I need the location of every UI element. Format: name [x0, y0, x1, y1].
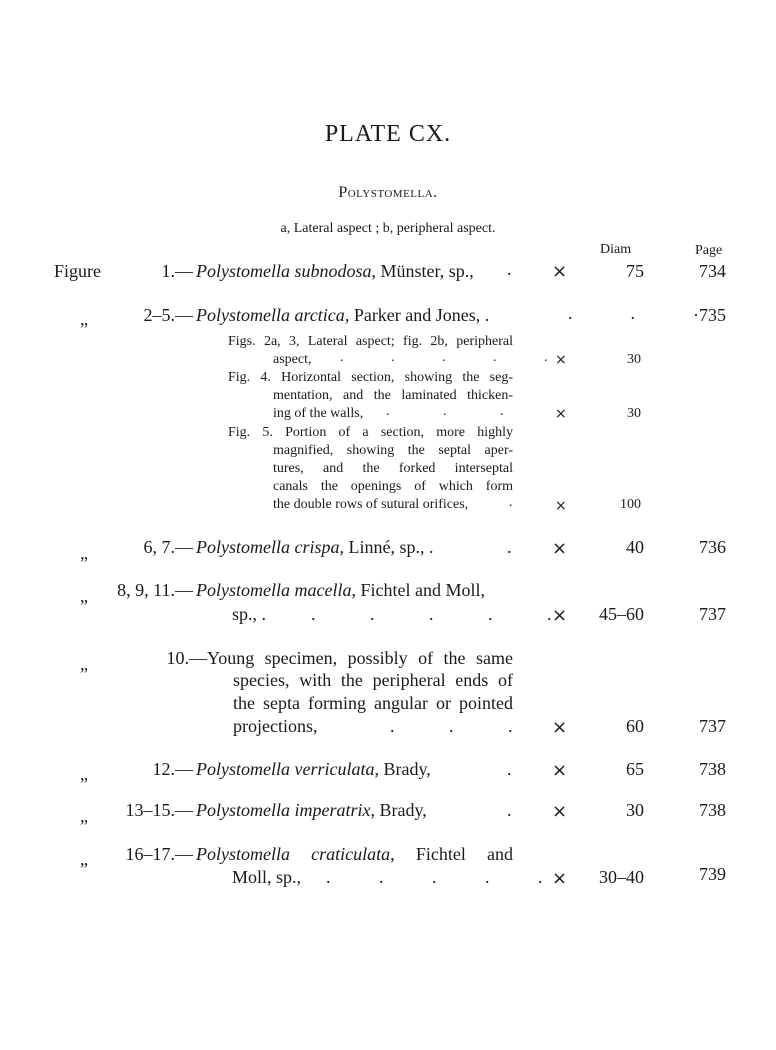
- entry-1-number: 1.—: [161, 261, 193, 281]
- entry-5-line-4: projections,: [233, 716, 318, 736]
- entry-8-page: 739: [699, 864, 726, 884]
- entry-4-leader: . . . . .: [311, 604, 552, 624]
- entry-7-authority: , Brady,: [370, 800, 427, 820]
- plate-title: PLATE CX.: [324, 121, 452, 147]
- entry-3-number: 6, 7.—: [143, 537, 193, 557]
- entry-5-line-1: Young specimen, possibly of the same: [207, 648, 513, 668]
- entry-4-continuation: sp., .: [232, 604, 267, 624]
- entry-1-diam: 75: [626, 261, 644, 281]
- entry-2-species: Polystomella arctica: [196, 305, 345, 325]
- entry-3-description: [196, 537, 433, 558]
- entry-6-leader: .: [507, 759, 512, 779]
- entry-6-species: Polystomella verriculata: [196, 759, 375, 779]
- entry-4-authority: , Fichtel and Moll,: [351, 580, 485, 600]
- entry-4-number: 8, 9, 11.—: [117, 580, 193, 600]
- entry-7-page: 738: [699, 800, 726, 820]
- entry-8-leader: . . . . .: [326, 867, 543, 887]
- subfig-a-diam: 30: [627, 352, 641, 367]
- entry-1-leader: .: [507, 259, 512, 279]
- subfig-c-leader: .: [509, 495, 513, 510]
- entry-6-description: [196, 759, 431, 780]
- entry-5-diam: 60: [626, 716, 644, 736]
- subfig-c-line-2: magnified, showing the septal aper-: [273, 443, 513, 458]
- entry-4-species: Polystomella macella: [196, 580, 352, 600]
- entry-3-page: 736: [699, 537, 726, 557]
- entry-3-diam: 40: [626, 537, 644, 557]
- entry-3-species: Polystomella crispa: [196, 537, 340, 557]
- entry-4-description: [196, 580, 485, 601]
- entry-5-number: 10.—: [166, 648, 207, 668]
- entry-3-authority: , Linné, sp., .: [339, 537, 434, 557]
- entry-7-species: Polystomella imperatrix: [196, 800, 371, 820]
- page-column-header: Page: [695, 243, 723, 258]
- ditto-mark: „: [80, 849, 88, 869]
- entry-7-leader: .: [507, 800, 512, 820]
- entry-1-species: Polystomella subnodosa: [196, 261, 372, 281]
- entry-7-diam: 30: [626, 800, 644, 820]
- entry-2-diam: .: [630, 303, 635, 323]
- entry-2-page: ·735: [693, 305, 726, 325]
- entry-5-leader: . . .: [390, 716, 513, 736]
- entry-2-leader: .: [568, 303, 573, 323]
- entry-6-page: 738: [699, 759, 726, 779]
- entry-6-authority: , Brady,: [374, 759, 431, 779]
- entry-8-diam: 30–40: [599, 867, 644, 887]
- entry-7-magnification-mark: ×: [552, 801, 568, 822]
- entry-5-page: 737: [699, 716, 726, 736]
- subfig-b-line-1: Fig. 4. Horizontal section, showing the seg-: [228, 370, 513, 385]
- subfig-c-line-4: canals the openings of which form: [273, 479, 513, 494]
- ditto-mark: „: [80, 764, 88, 784]
- entry-7-description: [196, 800, 427, 821]
- entry-5-magnification-mark: ×: [552, 717, 568, 738]
- entry-8-magnification-mark: ×: [552, 868, 568, 889]
- subfig-b-diam: 30: [627, 406, 641, 421]
- subfig-c-magnification-mark: ×: [555, 498, 567, 514]
- entry-8-number: 16–17.—: [125, 844, 193, 864]
- subfig-c-diam: 100: [620, 497, 641, 512]
- subfig-c-line-3: tures, and the forked interseptal: [273, 461, 513, 476]
- entry-1-page: 734: [699, 261, 726, 281]
- entry-8-authority: , Fichtel and: [390, 844, 514, 864]
- entry-6-diam: 65: [626, 759, 644, 779]
- entry-4-magnification-mark: ×: [552, 605, 568, 626]
- entry-4-diam: 45–60: [599, 604, 644, 624]
- entry-2-number: 2–5.—: [143, 305, 193, 325]
- entry-8-description: [196, 844, 513, 865]
- subfig-c-line-1: Fig. 5. Portion of a section, more highly: [228, 425, 513, 440]
- ditto-mark: „: [80, 309, 88, 329]
- subfig-b-line-3: ing of the walls,: [273, 406, 364, 421]
- subfig-a-line-1: Figs. 2a, 3, Lateral aspect; fig. 2b, peripheral: [228, 334, 513, 349]
- figure-label: Figure: [54, 261, 101, 281]
- genus-heading: Polystomella.: [338, 184, 438, 201]
- entry-2-description: [196, 305, 489, 326]
- subfig-b-magnification-mark: ×: [555, 406, 567, 422]
- ditto-mark: „: [80, 654, 88, 674]
- subfig-b-leader: . . .: [386, 404, 504, 419]
- entry-7-number: 13–15.—: [125, 800, 193, 820]
- aspect-legend: a, Lateral aspect ; b, peripheral aspect.: [280, 221, 496, 236]
- entry-6-magnification-mark: ×: [552, 760, 568, 781]
- entry-1-authority: , Münster, sp.,: [371, 261, 474, 281]
- entry-5-line-2: species, with the peripheral ends of: [233, 670, 513, 690]
- diam-column-header: Diam: [600, 242, 632, 257]
- entry-4-page: 737: [699, 604, 726, 624]
- subfig-a-line-2: aspect,: [273, 352, 312, 367]
- subfig-c-line-5: the double rows of sutural orifices,: [273, 497, 469, 512]
- subfig-b-line-2: mentation, and the laminated thicken-: [273, 388, 513, 403]
- entry-1-description: [196, 261, 474, 282]
- ditto-mark: „: [80, 586, 88, 606]
- entry-2-authority: , Parker and Jones, .: [344, 305, 490, 325]
- entry-6-number: 12.—: [152, 759, 193, 779]
- subfig-a-magnification-mark: ×: [555, 352, 567, 368]
- entry-5-line-3: the septa forming angular or pointed: [233, 693, 513, 713]
- entry-3-leader: .: [507, 537, 512, 557]
- ditto-mark: „: [80, 806, 88, 826]
- entry-3-magnification-mark: ×: [552, 538, 568, 559]
- ditto-mark: „: [80, 543, 88, 563]
- subfig-a-leader: . . . . .: [340, 350, 548, 365]
- entry-8-species: Polystomella craticulata: [196, 844, 391, 864]
- entry-1-magnification-mark: ×: [552, 261, 568, 282]
- entry-8-continuation: Moll, sp.,: [232, 867, 302, 887]
